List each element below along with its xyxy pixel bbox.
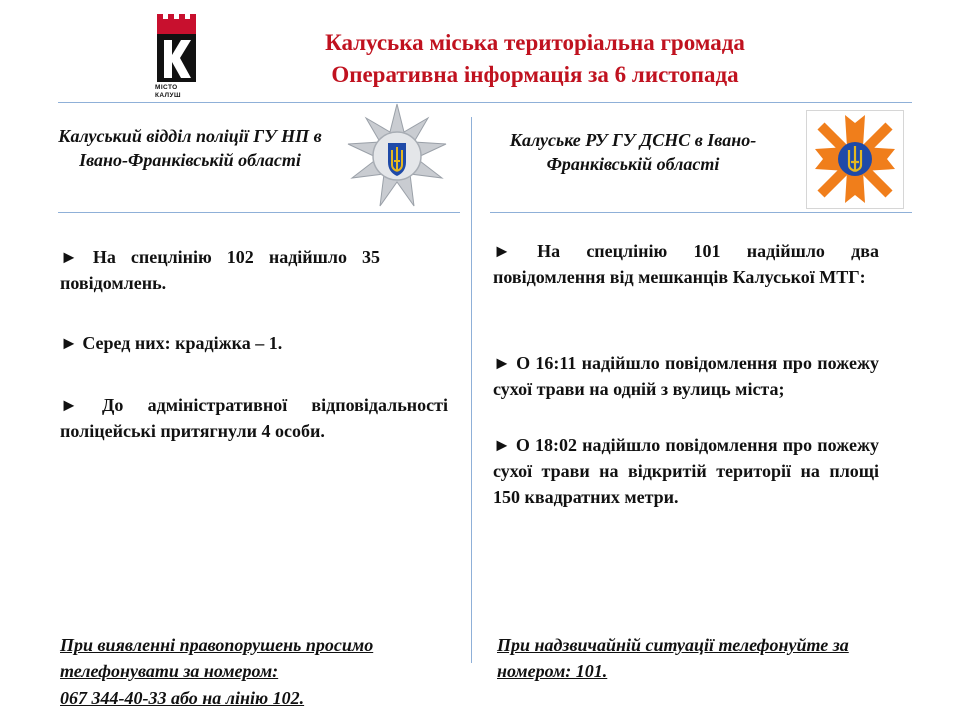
logo-caption-line1: МІСТО (155, 84, 178, 91)
dsns-bullet-fire-1802: ► О 18:02 надійшло повідомлення про пожежу сухої трави на відкритій території на площі 150 квадратних метри. (493, 435, 879, 507)
dsns-footer-note: При надзвичайній ситуації телефонуйте за номером: 101. (497, 635, 849, 681)
dsns-bullet-calls: ► На спецлінію 101 надійшло два повідомлення від мешканців Калуської МТГ: (493, 241, 879, 287)
logo-caption-line2: КАЛУШ (155, 92, 181, 99)
left-section-divider (58, 212, 460, 213)
police-department-name: Калуський відділ поліції ГУ НП в Івано-Франківській області (58, 126, 322, 170)
right-section-divider (490, 212, 912, 213)
header-divider (58, 102, 912, 103)
kalush-city-logo (150, 12, 200, 98)
dsns-bullet-fire-1611: ► О 16:11 надійшло повідомлення про пожежу сухої трави на одній з вулиць міста; (493, 353, 879, 399)
police-bullet-theft: ► Серед них: крадіжка – 1. (60, 333, 283, 353)
community-title: Калуська міська територіальна громада (325, 30, 745, 55)
national-police-star-emblem (342, 102, 452, 212)
dsns-cross-emblem (806, 110, 904, 209)
police-footer-note: При виявленні правопорушень просимо телефонувати за номером: (60, 635, 374, 681)
report-title: Оперативна інформація за 6 листопада (331, 62, 739, 87)
police-bullet-administrative: ► До адміністративної відповідальності поліцейські притягнули 4 особи. (60, 395, 448, 441)
police-bullet-calls: ► На спецлінію 102 надійшло 35 повідомлень. (60, 247, 380, 293)
column-divider (471, 117, 472, 663)
dsns-department-name: Калуське РУ ГУ ДСНС в Івано-Франківській області (509, 130, 757, 174)
police-footer-phone: 067 344-40-33 або на лінію 102. (60, 688, 305, 708)
